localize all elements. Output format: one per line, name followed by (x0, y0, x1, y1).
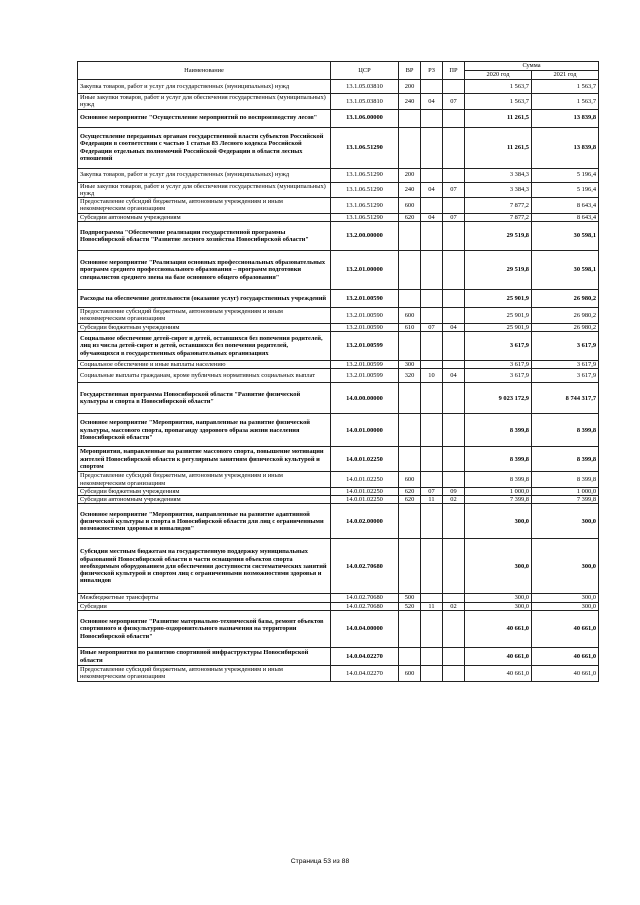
row-pr (443, 447, 465, 472)
table-row (78, 323, 599, 331)
row-pr: 07 (443, 182, 465, 198)
row-value-2021: 1 563,7 (532, 80, 599, 94)
row-value-2021: 3 617,9 (532, 360, 599, 368)
row-vr: 320 (399, 369, 421, 383)
row-csr: 13.2.01.00590 (331, 323, 399, 331)
row-value-2020: 11 261,5 (465, 127, 532, 168)
row-rz (421, 198, 443, 214)
row-vr: 520 (399, 602, 421, 610)
row-pr (443, 594, 465, 602)
row-name: Подпрограмма "Обеспечение реализации государственной программы Новосибирской области "Развитие лесного хозяйства Новосибирской области" (78, 222, 331, 251)
row-value-2020: 7 877,2 (465, 213, 532, 221)
budget-table (77, 61, 599, 682)
row-name: Основное мероприятие "Реализация основных профессиональных образовательных программ среднего профессионального образования – программ подготовки специалистов среднего звена на базе основного общего образования" (78, 251, 331, 290)
row-value-2021: 40 661,0 (532, 611, 599, 648)
table-row (78, 447, 599, 472)
row-name: Социальные выплаты гражданам, кроме публичных нормативных социальных выплат (78, 369, 331, 383)
row-value-2021: 8 744 317,7 (532, 383, 599, 414)
row-pr (443, 127, 465, 168)
header-csr: ЦСР (331, 62, 399, 80)
row-value-2020: 300,0 (465, 504, 532, 539)
row-vr (399, 414, 421, 447)
row-value-2020: 7 399,8 (465, 496, 532, 504)
header-year-2020: 2020 год (465, 71, 532, 80)
row-vr (399, 447, 421, 472)
row-pr (443, 666, 465, 682)
row-vr (399, 648, 421, 666)
table-row (78, 383, 599, 414)
table-row (78, 308, 599, 324)
row-name: Основное мероприятие "Развитие материально-технической базы, ремонт объектов спортивного и физкультурно-оздоровительного назначения на территории Новосибирской области" (78, 611, 331, 648)
row-pr (443, 539, 465, 594)
table-row (78, 611, 599, 648)
table-row (78, 496, 599, 504)
row-csr: 13.1.06.51290 (331, 182, 399, 198)
row-csr: 14.0.04.00000 (331, 611, 399, 648)
row-value-2021: 40 661,0 (532, 648, 599, 666)
row-pr (443, 504, 465, 539)
table-row (78, 182, 599, 198)
row-vr: 620 (399, 487, 421, 495)
row-rz (421, 383, 443, 414)
row-rz (421, 331, 443, 360)
row-name: Субсидии бюджетным учреждениям (78, 323, 331, 331)
row-csr: 13.1.05.03810 (331, 94, 399, 110)
row-name: Мероприятия, направленные на развитие массового спорта, повышение мотивации жителей Новосибирской области к регулярным занятиям физической культурой и спортом (78, 447, 331, 472)
row-rz (421, 472, 443, 488)
row-value-2020: 3 617,9 (465, 331, 532, 360)
row-name: Основное мероприятие "Мероприятия, направленные на развитие физической культуры, массового спорта, пропаганду здорового образа жизни населения Новосибирской области" (78, 414, 331, 447)
row-vr (399, 611, 421, 648)
row-csr: 14.0.01.02250 (331, 496, 399, 504)
row-pr (443, 168, 465, 182)
row-value-2021: 5 196,4 (532, 168, 599, 182)
row-vr (399, 539, 421, 594)
row-vr: 240 (399, 94, 421, 110)
row-csr: 13.1.06.51290 (331, 127, 399, 168)
row-rz (421, 594, 443, 602)
row-value-2020: 3 384,3 (465, 182, 532, 198)
row-csr: 14.0.02.70680 (331, 539, 399, 594)
row-csr: 14.0.04.02270 (331, 666, 399, 682)
row-csr: 13.1.06.51290 (331, 198, 399, 214)
row-name: Субсидии автономным учреждениям (78, 496, 331, 504)
table-row (78, 472, 599, 488)
table-row (78, 602, 599, 610)
row-name: Закупка товаров, работ и услуг для государственных (муниципальных) нужд (78, 80, 331, 94)
row-value-2021: 5 196,4 (532, 182, 599, 198)
row-value-2021: 8 399,8 (532, 414, 599, 447)
row-pr (443, 290, 465, 308)
row-pr (443, 611, 465, 648)
table-row (78, 369, 599, 383)
row-rz: 07 (421, 323, 443, 331)
row-value-2020: 25 901,9 (465, 308, 532, 324)
table-row (78, 94, 599, 110)
row-csr: 14.0.01.02250 (331, 447, 399, 472)
row-pr (443, 331, 465, 360)
row-vr (399, 109, 421, 127)
row-rz (421, 648, 443, 666)
row-csr: 13.2.01.00599 (331, 369, 399, 383)
row-value-2021: 300,0 (532, 539, 599, 594)
row-csr: 14.0.04.02270 (331, 648, 399, 666)
row-value-2020: 1 563,7 (465, 80, 532, 94)
table-body (78, 80, 599, 682)
row-csr: 14.0.01.00000 (331, 414, 399, 447)
row-value-2020: 8 399,8 (465, 472, 532, 488)
row-value-2021: 26 980,2 (532, 308, 599, 324)
row-vr: 300 (399, 360, 421, 368)
row-pr: 04 (443, 323, 465, 331)
table-row (78, 127, 599, 168)
row-vr (399, 251, 421, 290)
row-value-2020: 29 519,8 (465, 222, 532, 251)
row-pr: 07 (443, 94, 465, 110)
row-csr: 14.0.02.70680 (331, 602, 399, 610)
header-year-2021: 2021 год (532, 71, 599, 80)
row-rz (421, 168, 443, 182)
row-name: Межбюджетные трансферты (78, 594, 331, 602)
row-csr: 13.1.06.00000 (331, 109, 399, 127)
row-rz (421, 666, 443, 682)
row-rz (421, 414, 443, 447)
row-vr: 620 (399, 496, 421, 504)
table-row (78, 198, 599, 214)
row-name: Основное мероприятие "Мероприятия, направленные на развитие адаптивной физической культуры и спорта в Новосибирской области для лиц с ограниченными возможностями здоровья и инвалидов" (78, 504, 331, 539)
row-csr: 13.1.06.51290 (331, 168, 399, 182)
row-rz (421, 360, 443, 368)
table-row (78, 290, 599, 308)
row-value-2020: 7 877,2 (465, 198, 532, 214)
row-name: Государственная программа Новосибирской области "Развитие физической культуры и спорта в Новосибирской области" (78, 383, 331, 414)
row-name: Субсидии бюджетным учреждениям (78, 487, 331, 495)
row-pr (443, 109, 465, 127)
header-sum: Сумма (465, 62, 599, 71)
row-rz (421, 127, 443, 168)
row-name: Иные закупки товаров, работ и услуг для обеспечения государственных (муниципальных) нужд (78, 94, 331, 110)
row-vr: 600 (399, 666, 421, 682)
row-pr: 04 (443, 369, 465, 383)
table-row (78, 331, 599, 360)
row-vr (399, 222, 421, 251)
row-name: Иные мероприятия по развитию спортивной инфраструктуры Новосибирской области (78, 648, 331, 666)
row-name: Предоставление субсидий бюджетным, автономным учреждениям и иным некоммерческим организациям (78, 198, 331, 214)
table-row (78, 487, 599, 495)
row-csr: 14.0.00.00000 (331, 383, 399, 414)
row-vr: 500 (399, 594, 421, 602)
row-value-2021: 1 563,7 (532, 94, 599, 110)
table-row (78, 80, 599, 94)
row-value-2021: 26 980,2 (532, 323, 599, 331)
row-rz (421, 80, 443, 94)
row-pr: 02 (443, 496, 465, 504)
row-name: Предоставление субсидий бюджетным, автономным учреждениям и иным некоммерческим организациям (78, 308, 331, 324)
row-name: Социальное обеспечение и иные выплаты населению (78, 360, 331, 368)
table-row (78, 213, 599, 221)
row-pr (443, 360, 465, 368)
header-name: Наименование (78, 62, 331, 80)
table-row (78, 360, 599, 368)
row-vr (399, 504, 421, 539)
row-csr: 13.2.00.00000 (331, 222, 399, 251)
row-vr: 240 (399, 182, 421, 198)
row-csr: 14.0.02.70680 (331, 594, 399, 602)
row-name: Социальное обеспечение детей-сирот и детей, оставшихся без попечения родителей, лиц из числа детей-сирот и детей, оставшихся без попечения родителей, обучающихся в государственных образовательных организациях (78, 331, 331, 360)
row-pr (443, 648, 465, 666)
table-row (78, 109, 599, 127)
row-name: Предоставление субсидий бюджетным, автономным учреждениям и иным некоммерческим организациям (78, 666, 331, 682)
row-vr (399, 331, 421, 360)
row-pr (443, 222, 465, 251)
row-vr (399, 127, 421, 168)
row-vr: 200 (399, 80, 421, 94)
row-csr: 13.2.01.00599 (331, 331, 399, 360)
row-value-2020: 9 023 172,9 (465, 383, 532, 414)
table-row (78, 648, 599, 666)
row-value-2020: 300,0 (465, 602, 532, 610)
row-value-2020: 29 519,8 (465, 251, 532, 290)
row-vr: 600 (399, 472, 421, 488)
row-value-2021: 26 980,2 (532, 290, 599, 308)
row-rz: 07 (421, 487, 443, 495)
header-rz: РЗ (421, 62, 443, 80)
table-row (78, 222, 599, 251)
row-value-2020: 3 617,9 (465, 369, 532, 383)
row-pr (443, 251, 465, 290)
row-value-2020: 300,0 (465, 594, 532, 602)
row-name: Субсидии местным бюджетам на государственную поддержку муниципальных образований Новосибирской области в части оснащения объектов спорта необходимым оборудованием для обеспечения доступности систематических занятий физической культурой и спортом лиц с ограниченными возможностями здоровья и инвалидов (78, 539, 331, 594)
row-rz (421, 447, 443, 472)
row-pr (443, 198, 465, 214)
row-rz (421, 109, 443, 127)
row-value-2020: 25 901,9 (465, 323, 532, 331)
row-value-2020: 40 661,0 (465, 611, 532, 648)
row-pr (443, 80, 465, 94)
table-row (78, 539, 599, 594)
row-vr (399, 383, 421, 414)
table-row (78, 168, 599, 182)
row-rz (421, 539, 443, 594)
page-footer: Страница 53 из 88 (290, 858, 350, 865)
row-name: Иные закупки товаров, работ и услуг для обеспечения государственных (муниципальных) нужд (78, 182, 331, 198)
row-rz (421, 290, 443, 308)
row-value-2021: 40 661,0 (532, 666, 599, 682)
row-value-2020: 1 563,7 (465, 94, 532, 110)
row-value-2021: 3 617,9 (532, 369, 599, 383)
table-row (78, 666, 599, 682)
row-value-2020: 3 617,9 (465, 360, 532, 368)
row-pr (443, 308, 465, 324)
row-value-2020: 3 384,3 (465, 168, 532, 182)
row-rz: 10 (421, 369, 443, 383)
row-value-2021: 300,0 (532, 594, 599, 602)
row-name: Расходы на обеспечение деятельности (оказание услуг) государственных учреждений (78, 290, 331, 308)
row-name: Осуществление переданных органам государственной власти субъектов Российской Федерации в соответствии с частью 1 статьи 83 Лесного кодекса Российской Федерации отдельных полномочий Российской Федерации в области лесных отношений (78, 127, 331, 168)
row-name: Закупка товаров, работ и услуг для государственных (муниципальных) нужд (78, 168, 331, 182)
header-pr: ПР (443, 62, 465, 80)
row-rz (421, 308, 443, 324)
row-rz: 04 (421, 213, 443, 221)
row-value-2021: 8 399,8 (532, 472, 599, 488)
row-vr: 600 (399, 198, 421, 214)
row-pr (443, 383, 465, 414)
row-csr: 13.2.01.00599 (331, 360, 399, 368)
row-value-2020: 8 399,8 (465, 447, 532, 472)
row-rz (421, 611, 443, 648)
row-value-2021: 8 643,4 (532, 198, 599, 214)
row-rz (421, 504, 443, 539)
row-vr: 620 (399, 213, 421, 221)
row-value-2020: 40 661,0 (465, 648, 532, 666)
row-value-2021: 8 643,4 (532, 213, 599, 221)
row-pr: 09 (443, 487, 465, 495)
row-csr: 13.2.01.00000 (331, 251, 399, 290)
row-pr (443, 414, 465, 447)
row-value-2020: 8 399,8 (465, 414, 532, 447)
row-value-2021: 13 839,8 (532, 127, 599, 168)
row-csr: 14.0.01.02250 (331, 487, 399, 495)
row-csr: 14.0.01.02250 (331, 472, 399, 488)
row-vr: 600 (399, 308, 421, 324)
header-vr: ВР (399, 62, 421, 80)
row-name: Субсидии (78, 602, 331, 610)
table-row (78, 414, 599, 447)
row-rz: 04 (421, 94, 443, 110)
row-csr: 14.0.02.00000 (331, 504, 399, 539)
row-rz: 11 (421, 496, 443, 504)
row-rz: 04 (421, 182, 443, 198)
row-rz (421, 222, 443, 251)
row-value-2021: 1 000,0 (532, 487, 599, 495)
row-vr: 610 (399, 323, 421, 331)
row-csr: 13.1.05.03810 (331, 80, 399, 94)
row-value-2021: 7 399,8 (532, 496, 599, 504)
row-vr: 200 (399, 168, 421, 182)
row-value-2020: 11 261,5 (465, 109, 532, 127)
row-pr: 07 (443, 213, 465, 221)
table-row (78, 504, 599, 539)
table-row (78, 594, 599, 602)
row-csr: 13.2.01.00590 (331, 290, 399, 308)
row-value-2021: 3 617,9 (532, 331, 599, 360)
table-row (78, 251, 599, 290)
row-value-2020: 300,0 (465, 539, 532, 594)
row-name: Основное мероприятие "Осуществление мероприятий по воспроизводству лесов" (78, 109, 331, 127)
row-value-2021: 13 839,8 (532, 109, 599, 127)
row-value-2020: 1 000,0 (465, 487, 532, 495)
row-name: Предоставление субсидий бюджетным, автономным учреждениям и иным некоммерческим организациям (78, 472, 331, 488)
row-value-2021: 8 399,8 (532, 447, 599, 472)
row-value-2020: 40 661,0 (465, 666, 532, 682)
row-csr: 13.1.06.51290 (331, 213, 399, 221)
row-value-2021: 30 598,1 (532, 251, 599, 290)
row-value-2020: 25 901,9 (465, 290, 532, 308)
row-name: Субсидии автономным учреждениям (78, 213, 331, 221)
row-value-2021: 30 598,1 (532, 222, 599, 251)
row-pr: 02 (443, 602, 465, 610)
row-rz: 11 (421, 602, 443, 610)
row-value-2021: 300,0 (532, 504, 599, 539)
row-vr (399, 290, 421, 308)
row-csr: 13.2.01.00590 (331, 308, 399, 324)
row-value-2021: 300,0 (532, 602, 599, 610)
row-pr (443, 472, 465, 488)
row-rz (421, 251, 443, 290)
